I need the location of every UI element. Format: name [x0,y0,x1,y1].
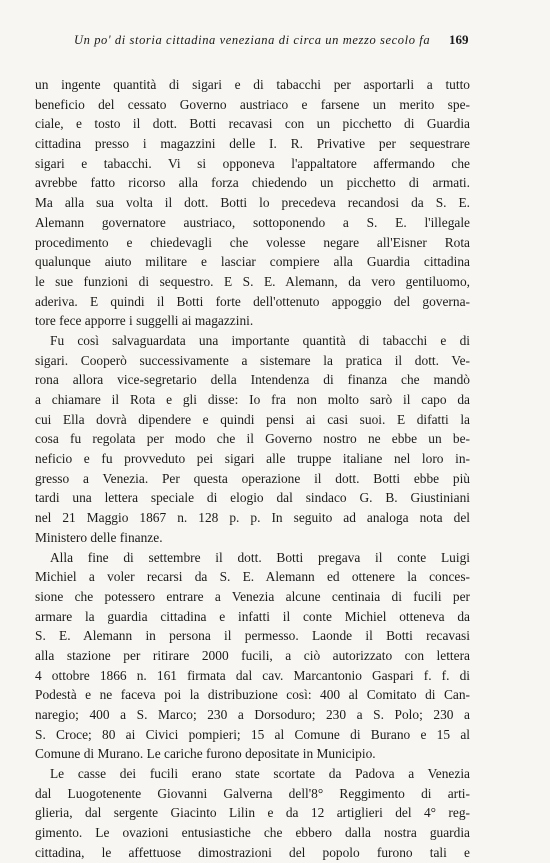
text-line: nel 21 Maggio 1867 n. 128 p. p. In seguito ad analoga nota del [35,510,470,526]
text-line: ciale, e tosto il dott. Botti recavasi con un picchetto di Guardia [35,116,470,132]
text-line: Michiel a voler recarsi da S. E. Alemann ed ottenere la conces- [35,569,470,585]
text-line: Comune di Murano. Le cariche furono depositate in Municipio. [35,746,376,762]
text-line: un ingente quantità di sigari e di tabacchi per asportarli a tutto [35,77,470,92]
text-line: 4 ottobre 1866 n. 161 firmata dal cav. Marcantonio Gaspari f. f. di [35,667,470,683]
paragraph [35,764,470,862]
text-line: Podestà e ne faceva poi la distribuzione così: 400 al Comitato di Can- [35,687,470,703]
text-line: beneficio del cessato Governo austriaco e farsene un merito spe- [35,96,470,112]
running-title: Un po' di storia cittadina veneziana di circa un mezzo secolo fa [74,33,431,47]
body-text [35,75,470,863]
text-line: glieria, dal sergente Giacinto Lilin e da 12 artiglieri del 4° reg- [35,805,470,821]
text-line: alla stazione per ritirare 2000 fucili, a ciò autorizzato con lettera [35,647,470,663]
text-line: gresso a Venezia. Per questa operazione il dott. Botti ebbe più [35,470,470,486]
text-line: procedimento e chiedevagli che volesse negare all'Eisner Rota [35,234,470,250]
text-line: cosa fu regolata per modo che il Governo nostro ne ebbe un be- [35,431,470,447]
text-line: Le casse dei fucili erano state scortate da Padova a Venezia [50,766,470,782]
text-line: cui Ella dovrà dipendere e quindi pensi ai casi suoi. E difatti la [35,411,470,427]
paragraph [35,331,470,548]
text-line: tardi una lettera speciale di elogio dal sindaco G. B. Giustiniani [35,490,470,506]
page-number: 169 [449,32,469,47]
paragraph [35,548,470,765]
text-line: dal Luogotenente Giovanni Galverna dell'8° Reggimento di arti- [35,785,470,801]
text-line: a chiamare il Rota e gli disse: Io fra non molto sarò il capo da [35,392,470,407]
text-line: sione che potessero entrare a Venezia alcune centinaia di fucili per [35,588,470,604]
paragraph [35,75,470,331]
text-line: Alla fine di settembre il dott. Botti pregava il conte Luigi [50,549,470,565]
text-line: S. Croce; 80 ai Civici pompieri; 15 al Comune di Burano e 15 al [35,726,470,742]
text-line: avrebbe fatto ricorso alla forza chiedendo un picchetto di armati. [35,175,470,191]
text-line: sigari e tabacchi. Vi si opponeva l'appaltatore affermando che [35,155,470,171]
text-line: cittadina, le affettuose dimostrazioni del popolo furono tali e [35,844,470,860]
text-line: Ma alla sua volta il dott. Botti lo precedeva recandosi da S. E. [35,195,470,211]
text-line: aderiva. E quindi il Botti forte dell'ottenuto appoggio del governa- [35,293,470,309]
text-line: sigari. Cooperò successivamente a sistemare la pratica il dott. Ve- [35,352,470,368]
text-line: S. E. Alemann in persona il permesso. Laonde il Botti recavasi [35,628,470,644]
text-line: le sue funzioni di sequestro. E S. E. Alemann, da vero gentiluomo, [35,273,470,289]
text-line: rona allora vice-segretario della Intendenza di finanza che mandò [35,372,470,388]
text-line: naregio; 400 a S. Marco; 230 a Dorsoduro; 230 a S. Polo; 230 a [35,707,470,722]
text-line: gimento. Le ovazioni entusiastiche che ebbero dalla nostra guardia [35,825,470,841]
text-line: tore fece apporre i suggelli ai magazzini. [35,313,254,329]
text-line: Fu così salvaguardata una importante quantità di tabacchi e di [50,332,470,348]
text-line: armare la guardia cittadina e infatti il conte Michiel otteneva da [35,608,470,624]
text-line: Ministero delle finanze. [35,529,163,545]
text-line: Alemann governatore austriaco, sottoponendo a S. E. l'illegale [35,214,470,230]
text-line: cittadina presso i magazzini delle I. R. Privative per sequestrare [35,136,470,152]
text-line: neficio e fu provveduto pei sigari alle truppe italiane nel loro in- [35,451,470,467]
text-line: qualunque aiuto militare e lasciar compiere alla Guardia cittadina [35,254,470,270]
